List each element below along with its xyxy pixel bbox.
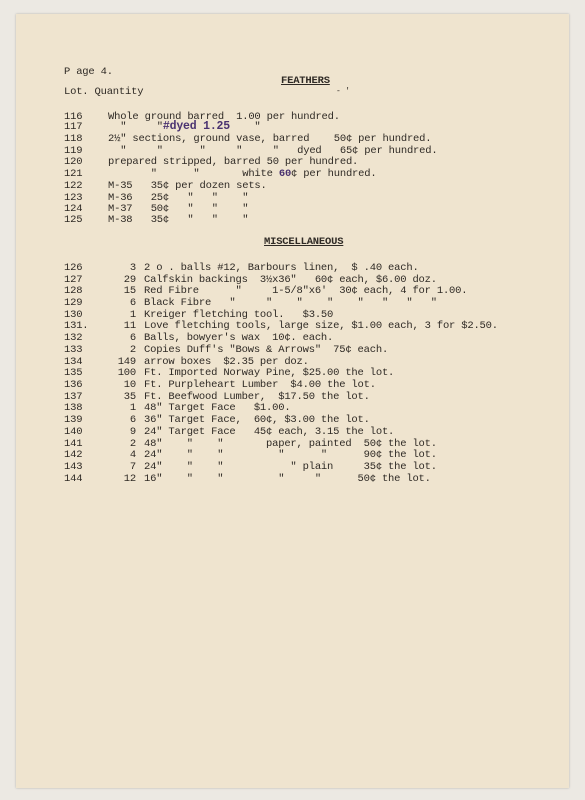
stamped-dyed-price: #dyed 1.25 <box>162 120 230 133</box>
feathers-line-124: 124 M-37 50¢ " " " <box>64 203 249 215</box>
misc-line: 138 1 48" Target Face $1.00. <box>64 402 291 414</box>
misc-line: 130 1 Kreiger fletching tool. $3.50 <box>64 309 334 321</box>
feathers-line-119: 119 " " " " " dyed 65¢ per hundred. <box>64 145 438 157</box>
misc-line: 128 15 Red Fibre " 1-5/8"x6' 30¢ each, 4 for 1.00. <box>64 285 468 297</box>
misc-line: 137 35 Ft. Beefwood Lumber, $17.50 the lot. <box>64 391 370 403</box>
feathers-line-123: 123 M-36 25¢ " " " <box>64 192 249 204</box>
misc-line: 127 29 Calfskin backings 3½x36" 60¢ each, $6.00 doz. <box>64 274 437 286</box>
pencil-mark: - ' <box>336 87 350 96</box>
feathers-line-120: 120 prepared stripped, barred 50 per hundred. <box>64 156 359 168</box>
misc-line: 143 7 24" " " " plain 35¢ the lot. <box>64 461 437 473</box>
misc-line: 144 12 16" " " " " 50¢ the lot. <box>64 473 431 485</box>
misc-line: 134 149 arrow boxes $2.35 per doz. <box>64 356 309 368</box>
smudged-price: 60 <box>278 168 292 180</box>
feathers-line-121: 121 " " white 60¢ per hundred. <box>64 168 377 180</box>
misc-line: 131. 11 Love fletching tools, large size, $1.00 each, 3 for $2.50. <box>64 320 498 332</box>
feathers-heading: FEATHERS <box>281 75 330 87</box>
misc-line: 129 6 Black Fibre " " " " " " " " <box>64 297 437 309</box>
page-label: P age 4. <box>64 66 113 78</box>
column-header: Lot. Quantity <box>64 86 144 98</box>
feathers-line-122: 122 M-35 35¢ per dozen sets. <box>64 180 267 192</box>
misc-heading: MISCELLANEOUS <box>264 236 344 248</box>
feathers-line-118: 118 2½" sections, ground vase, barred 50¢ per hundred. <box>64 133 432 145</box>
misc-line: 133 2 Copies Duff's "Bows & Arrows" 75¢ each. <box>64 344 389 356</box>
misc-line: 139 6 36" Target Face, 60¢, $3.00 the lot. <box>64 414 370 426</box>
misc-line: 135 100 Ft. Imported Norway Pine, $25.00 the lot. <box>64 367 395 379</box>
misc-line: 126 3 2 o . balls #12, Barbours linen, $ .40 each. <box>64 262 419 274</box>
misc-line: 140 9 24" Target Face 45¢ each, 3.15 the lot. <box>64 426 395 438</box>
misc-line: 136 10 Ft. Purpleheart Lumber $4.00 the lot. <box>64 379 376 391</box>
feathers-line-117: 117 " "#dyed 1.25 " <box>64 120 261 133</box>
feathers-line-125: 125 M-38 35¢ " " " <box>64 214 249 226</box>
misc-line: 132 6 Balls, bowyer's wax 10¢. each. <box>64 332 334 344</box>
misc-line: 142 4 24" " " " " 90¢ the lot. <box>64 449 437 461</box>
misc-line: 141 2 48" " " paper, painted 50¢ the lot. <box>64 438 437 450</box>
feathers-line-116: 116 Whole ground barred 1.00 per hundred. <box>64 111 340 123</box>
